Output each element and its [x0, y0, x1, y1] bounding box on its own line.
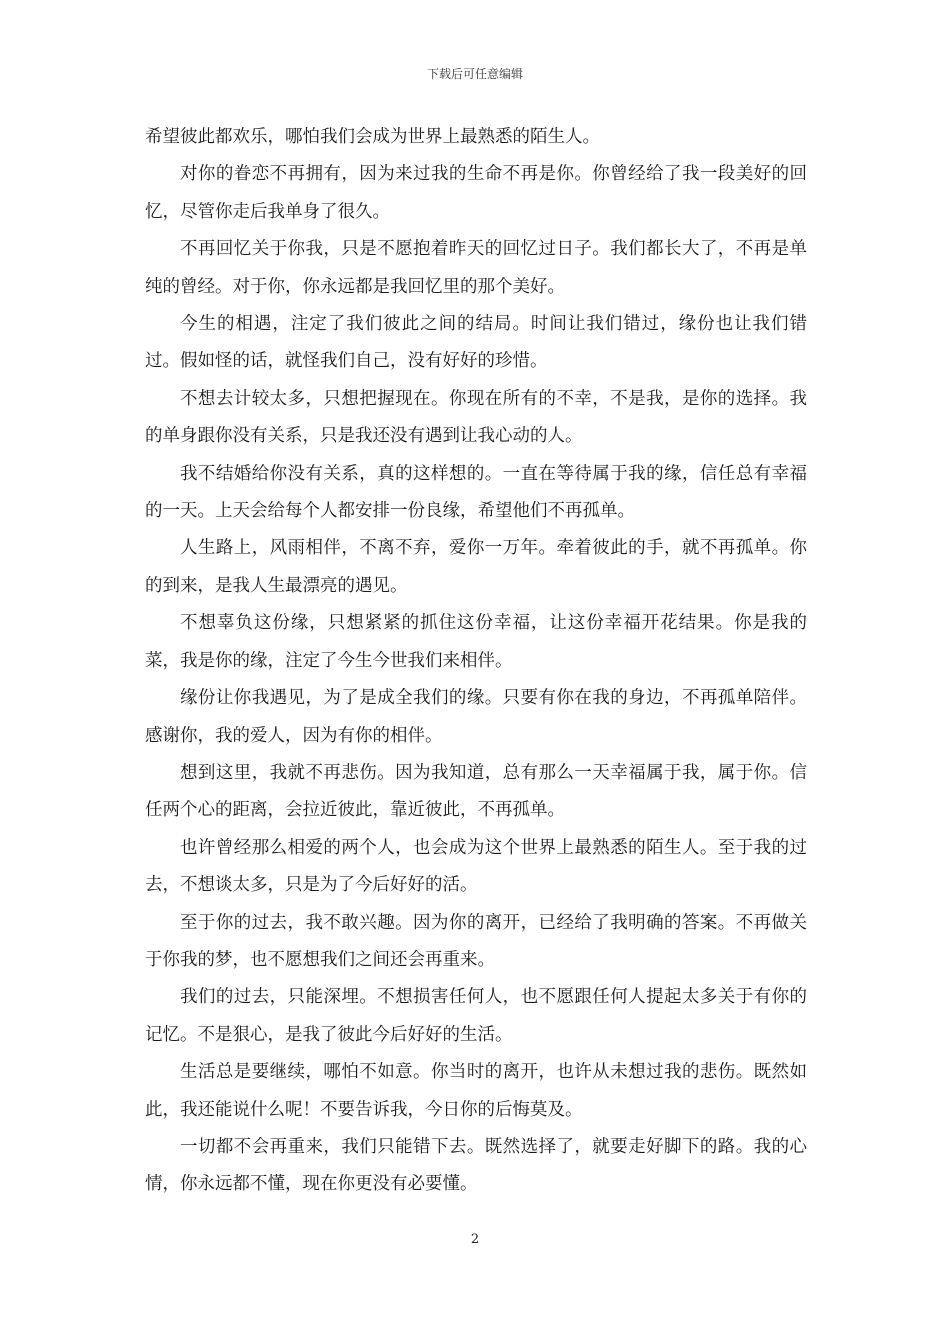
paragraph: 希望彼此都欢乐，哪怕我们会成为世界上最熟悉的陌生人。: [145, 127, 600, 147]
page-header: 下载后可任意编辑: [426, 67, 523, 81]
paragraph: 一切都不会再重来，我们只能错下去。既然选择了，就要走好脚下的路。我的心情，你永远都不懂，现在你更没有必要懂。: [145, 1136, 807, 1195]
paragraph: 不想去计较太多，只想把握现在。你现在所有的不幸，不是我，是你的选择。我的单身跟你没有关系，只是我还没有遇到让我心动的人。: [145, 388, 807, 447]
document-body: [145, 119, 807, 1204]
paragraph: 不想辜负这份缘，只想紧紧的抓住这份幸福，让这份幸福开花结果。你是我的菜，我是你的缘，注定了今生今世我们来相伴。: [145, 613, 807, 671]
paragraph: 今生的相遇，注定了我们彼此之间的结局。时间让我们错过，缘份也让我们错过。假如怪的话，就怪我们自己，没有好好的珍惜。: [145, 314, 807, 372]
paragraph: 至于你的过去，我不敢兴趣。因为你的离开，已经给了我明确的答案。不再做关于你我的梦，也不愿想我们之间还会再重来。: [145, 912, 807, 970]
paragraph: 也许曾经那么相爱的两个人，也会成为这个世界上最熟悉的陌生人。至于我的过去，不想谈太多，只是为了今后好好的活。: [145, 837, 807, 896]
paragraph: 人生路上，风雨相伴，不离不弃，爱你一万年。牵着彼此的手，就不再孤单。你的到来，是我人生最漂亮的遇见。: [145, 538, 807, 596]
page-number: 2: [470, 1232, 480, 1247]
paragraph: 不再回忆关于你我，只是不愿抱着昨天的回忆过日子。我们都长大了，不再是单纯的曾经。对于你，你永远都是我回忆里的那个美好。: [145, 239, 807, 297]
paragraph: 想到这里，我就不再悲伤。因为我知道，总有那么一天幸福属于我，属于你。信任两个心的距离，会拉近彼此，靠近彼此，不再孤单。: [145, 762, 807, 821]
paragraph: 生活总是要继续，哪怕不如意。你当时的离开，也许从未想过我的悲伤。既然如此，我还能说什么呢！不要告诉我，今日你的后悔莫及。: [145, 1062, 807, 1120]
paragraph: 我不结婚给你没有关系，真的这样想的。一直在等待属于我的缘，信任总有幸福的一天。上天会给每个人都安排一份良缘，希望他们不再孤单。: [145, 463, 807, 522]
paragraph: 缘份让你我遇见，为了是成全我们的缘。只要有你在我的身边，不再孤单陪伴。感谢你，我的爱人，因为有你的相伴。: [145, 688, 807, 746]
paragraph: 我们的过去，只能深埋。不想损害任何人，也不愿跟任何人提起太多关于有你的记忆。不是狠心，是我了彼此今后好好的生活。: [145, 987, 807, 1045]
paragraph: 对你的眷恋不再拥有，因为来过我的生命不再是你。你曾经给了我一段美好的回忆，尽管你走后我单身了很久。: [145, 164, 807, 222]
